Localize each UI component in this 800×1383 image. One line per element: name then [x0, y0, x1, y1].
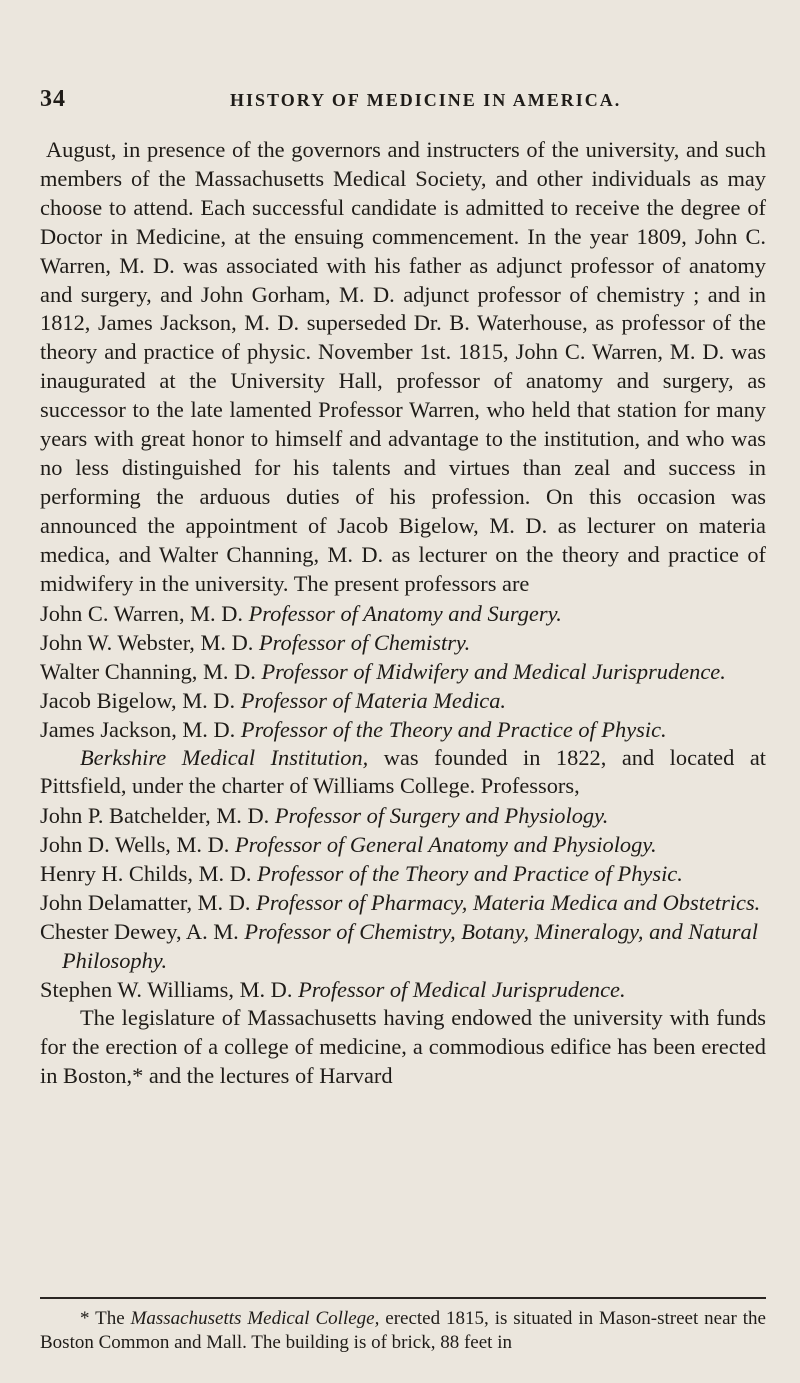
professor-entry — [40, 657, 766, 686]
footnote-divider — [40, 1297, 766, 1299]
berkshire-rest: was founded in 1822, and located at Pittsfield, under the charter of Williams College. Professors, — [40, 744, 766, 799]
berkshire-professors-list — [40, 801, 766, 1004]
professor-title: Professor of the Theory and Practice of Physic. — [257, 861, 683, 887]
professor-entry — [40, 888, 766, 917]
professor-title: Professor of Midwifery and Medical Jurisprudence. — [261, 658, 726, 684]
footnote-mark: * The — [80, 1308, 131, 1329]
professor-title: Professor of Surgery and Physiology. — [274, 803, 609, 829]
page-body — [40, 136, 766, 1091]
footnote-italic: Massachusetts Medical College, — [130, 1308, 380, 1329]
professor-entry — [40, 801, 766, 830]
professor-entry — [40, 859, 766, 888]
professor-entry — [40, 975, 766, 1004]
professor-entry — [40, 830, 766, 859]
paragraph-harvard-history: August, in presence of the governors and instructers of the university, and such members of the Massachusetts Medical Society, and other individuals as may choose to attend. Each successful candidate is admitted to receive the degree of Doctor in Medicine, at the ensuing commencement. In the year 1809, John C. Warren, M. D. was associated with his father as adjunct professor of anatomy and surgery, and John Gorham, M. D. adjunct professor of chemistry ; and in 1812, James Jackson, M. D. superseded Dr. B. Waterhouse, as professor of the theory and practice of physic. November 1st. 1815, John C. Warren, M. D. was inaugurated at the University Hall, professor of anatomy and surgery, as successor to the late lamented Professor Warren, who held that station for many years with great honor to himself and advantage to the institution, and who was no less distinguished for his talents and virtues than zeal and success in performing the arduous duties of his profession. On this occasion was announced the appointment of Jacob Bigelow, M. D. as lecturer on materia medica, and Walter Channing, M. D. as lecturer on the theory and practice of midwifery in the university. The present professors are — [40, 137, 766, 596]
professor-name: John P. Batchelder, M. D. — [40, 803, 270, 829]
professor-name: Henry H. Childs, M. D. — [40, 861, 252, 887]
professor-entry — [40, 917, 766, 975]
professor-name: James Jackson, M. D. — [40, 716, 236, 742]
professor-title: Professor of Chemistry, Botany, Mineralogy, and Natural Philosophy. — [62, 919, 758, 974]
professor-name: Jacob Bigelow, M. D. — [40, 687, 236, 713]
professor-name: John D. Wells, M. D. — [40, 832, 230, 858]
berkshire-lead: Berkshire Medical Institution, — [80, 744, 369, 770]
professor-title: Professor of Materia Medica. — [240, 687, 507, 713]
paragraph-berkshire — [40, 744, 766, 802]
professor-entry — [40, 715, 766, 744]
footnote — [40, 1307, 766, 1355]
professor-entry — [40, 599, 766, 628]
professor-title: Professor of Anatomy and Surgery. — [248, 600, 562, 626]
professor-name: Walter Channing, M. D. — [40, 658, 256, 684]
professor-title: Professor of Chemistry. — [258, 629, 471, 655]
paragraph-legislature: The legislature of Massachusetts having endowed the university with funds for the erection of a college of medicine, a commodious edifice has been erected in Boston,* and the lectures of Harvard — [40, 1005, 766, 1089]
professor-name: John Delamatter, M. D. — [40, 890, 251, 916]
running-head: HISTORY OF MEDICINE IN AMERICA. — [230, 90, 622, 110]
professor-title: Professor of General Anatomy and Physiology. — [234, 832, 657, 858]
professor-name: Stephen W. Williams, M. D. — [40, 977, 293, 1003]
professor-title: Professor of the Theory and Practice of Physic. — [240, 716, 667, 742]
professor-title: Professor of Medical Jurisprudence. — [298, 977, 626, 1003]
professor-name: Chester Dewey, A. M. — [40, 919, 239, 945]
professor-entry — [40, 628, 766, 657]
professor-title: Professor of Pharmacy, Materia Medica and Obstetrics. — [256, 890, 761, 916]
professor-name: John W. Webster, M. D. — [40, 629, 254, 655]
professor-name: John C. Warren, M. D. — [40, 600, 244, 626]
harvard-professors-list — [40, 599, 766, 744]
professor-entry — [40, 686, 766, 715]
page-header — [40, 86, 760, 116]
page-number: 34 — [40, 86, 66, 112]
footnote-rest: erected 1815, is situated in Mason-street near the Boston Common and Mall. The building is of brick, 88 feet in — [40, 1308, 766, 1353]
